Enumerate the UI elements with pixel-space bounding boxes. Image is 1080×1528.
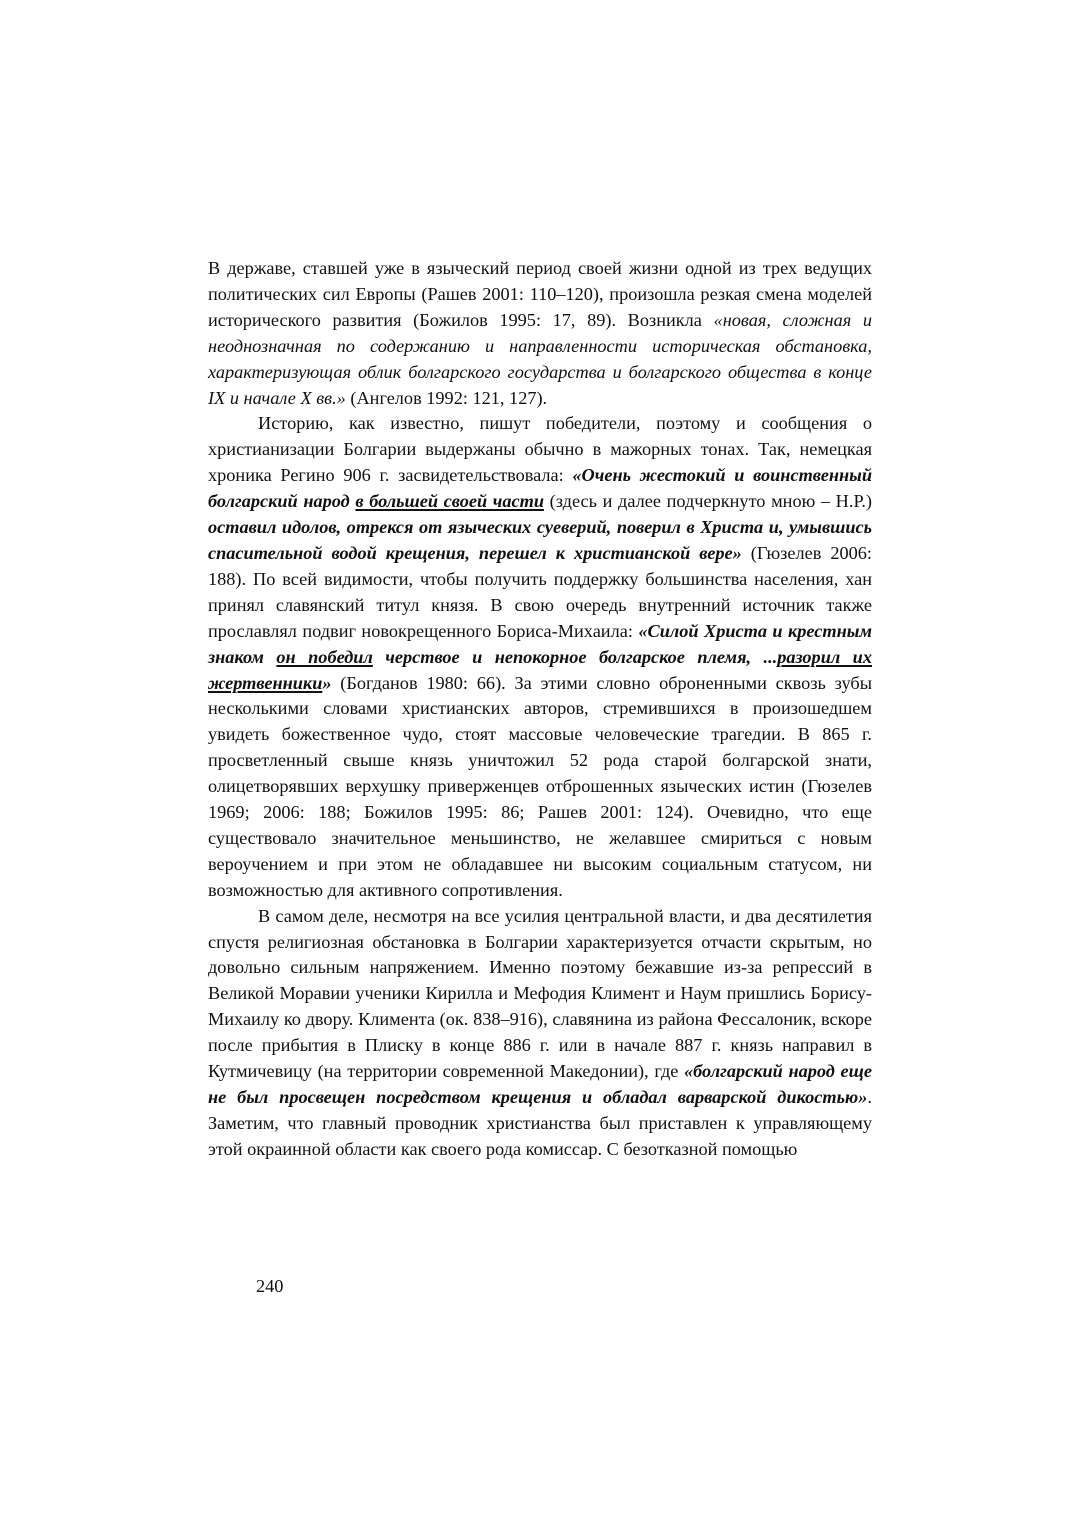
text-run: (Ангелов 1992: 121, 127). <box>345 387 548 408</box>
bold-italic-quote: » <box>322 672 332 693</box>
bold-italic-quote: оставил идолов, отрекся от языческих суеверий, поверил в Христа и, умывшись спасительной водой крещения, перешел к христианской вере» <box>208 517 872 563</box>
bold-italic-quote: черствое и непокорное болгарское племя, ... <box>372 646 778 667</box>
text-run: . Заметим, что главный проводник христианства был приставлен к управляющему этой окраинной области как своего рода комиссар. С безотказной помощью <box>208 1087 872 1159</box>
paragraph-3 <box>208 904 872 1163</box>
text-run: (здесь и далее подчеркнуто мною – Н.Р.) <box>544 491 872 512</box>
underlined-emphasis: он победил <box>276 646 373 667</box>
text-run: Историю, как известно, пишут победители, поэтому и сообщения о христианизации Болгарии выдержаны обычно в мажорных тонах. Так, немецкая хроника Регино 906 г. засвидетельствовала: <box>208 413 872 486</box>
bold-italic-quote: «Очень жестокий и воинственный болгарский народ <box>208 465 872 512</box>
text-run: (Гюзелев 2006: 188). По всей видимости, чтобы получить поддержку большинства населения, хан принял славянский титул князя. В свою очередь внутренний источник также прославлял подвиг новокрещенного Бориса-Михаила: <box>208 542 872 641</box>
italic-quote: «новая, сложная и неоднозначная по содержанию и направленности историческая обстановка, характеризующая облик болгарского государства и болгарского общества в конце IX и начале X вв.» <box>208 309 873 408</box>
text-run: В державе, ставшей уже в языческий период своей жизни одной из трех ведущих политических сил Европы (Рашев 2001: 110–120), произошла резкая смена моделей исторического развития (Божилов 1995: 17, 89). Возникла <box>208 258 872 330</box>
paragraph-2 <box>208 411 872 903</box>
body-text <box>208 256 872 1163</box>
page-number: 240 <box>256 1276 284 1296</box>
underlined-emphasis: в большей своей части <box>355 491 545 512</box>
bold-italic-quote: «болгарский народ еще не был просвещен посредством крещения и обладал варварской дикостью» <box>208 1061 872 1107</box>
text-run: (Богданов 1980: 66). За этими словно оброненными сквозь зубы несколькими словами христианских авторов, стремившихся в произошедшем увидеть божественное чудо, стоят массовые человеческие трагедии. В 865 г. просветленный свыше князь уничтожил 52 рода старой болгарской знати, олицетворявших верхушку приверженцев отброшенных языческих истин (Гюзелев 1969; 2006: 188; Божилов 1995: 86; Рашев 2001: 124). Очевидно, что еще существовало значительное меньшинство, не желавшее смириться с новым вероучением и при этом не обладавшее ни высоким социальным статусом, ни возможностью для активного сопротивления. <box>208 672 872 900</box>
bold-italic-quote: «Силой Христа и крестным знаком <box>208 620 872 667</box>
paragraph-1 <box>208 256 872 411</box>
text-run: В самом деле, несмотря на все усилия центральной власти, и два десятилетия спустя религиозная обстановка в Болгарии характеризуется отчасти скрытым, но довольно сильным напряжением. Именно поэтому бежавшие из-за репрессий в Великой Моравии ученики Кирилла и Мефодия Климент и Наум пришлись Борису-Михаилу ко двору. Климента (ок. 838–916), славянина из района Фессалоник, вскоре после прибытия в Плиску в конце 886 г. или в начале 887 г. князь направил в Кутмичевицу (на территории современной Македонии), где <box>208 905 872 1082</box>
underlined-emphasis: разорил их жертвенники <box>208 646 872 693</box>
